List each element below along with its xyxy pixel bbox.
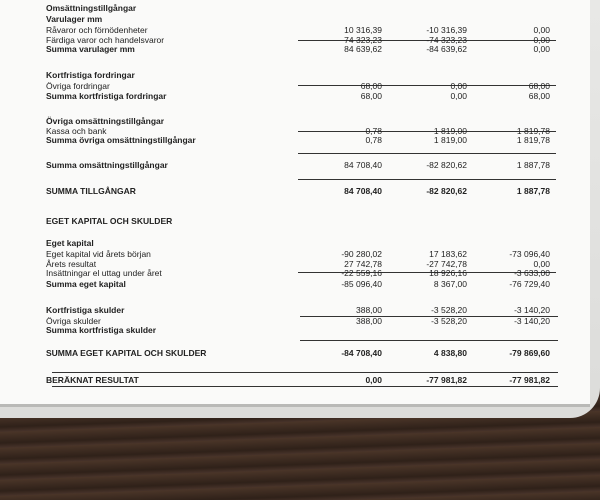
row-value-col1: 0,00 (365, 375, 382, 385)
row-label: Eget kapital vid årets början (46, 249, 151, 259)
row-value-col1: -90 280,02 (341, 249, 382, 259)
row-value-col2: -77 981,82 (426, 375, 467, 385)
row-value-col3: 68,00 (528, 81, 550, 91)
row-value-col1: 68,00 (360, 81, 382, 91)
row-value-col1: 27 742,78 (344, 259, 382, 269)
row-value-col3: -77 981,82 (509, 375, 550, 385)
row-label: Omsättningstillgångar (46, 3, 137, 13)
row-value-col3: 68,00 (528, 91, 550, 101)
row-label: Summa varulager mm (46, 44, 135, 54)
rule (52, 372, 558, 373)
row-value-col2: -74 323,23 (426, 35, 467, 45)
row-value-col2: -82 820,62 (426, 160, 467, 170)
row-label: Summa kortfristiga fordringar (46, 91, 167, 101)
row-value-col2: -82 820,62 (426, 186, 467, 196)
row-label: Övriga skulder (46, 316, 101, 326)
row-value-col3: 0,00 (533, 259, 550, 269)
row-value-col2: 0,00 (450, 81, 467, 91)
row-value-col3: -3 633,00 (514, 268, 550, 278)
row-value-col3: -3 140,20 (514, 316, 550, 326)
row-label: Summa övriga omsättningstillgångar (46, 135, 196, 145)
row-value-col2: -3 528,20 (431, 305, 467, 315)
row-label: Insättningar el uttag under året (46, 268, 162, 278)
row-value-col1: 388,00 (356, 316, 382, 326)
row-label: Kassa och bank (46, 126, 107, 136)
row-value-col3: 1 887,78 (516, 160, 550, 170)
row-value-col3: 1 819,78 (516, 126, 550, 136)
row-value-col3: 0,00 (533, 35, 550, 45)
row-value-col2: -84 639,62 (426, 44, 467, 54)
row-label: Eget kapital (46, 238, 94, 248)
row-value-col2: 18 926,16 (429, 268, 467, 278)
row-value-col3: -76 729,40 (509, 279, 550, 289)
row-label: SUMMA TILLGÅNGAR (46, 186, 136, 196)
row-value-col2: 1 819,00 (433, 126, 467, 136)
row-label: Summa kortfristiga skulder (46, 325, 157, 335)
row-label: Övriga omsättningstillgångar (46, 116, 165, 126)
rule (300, 340, 558, 341)
row-label: Summa eget kapital (46, 279, 126, 289)
row-label: Kortfristiga skulder (46, 305, 125, 315)
row-value-col2: 0,00 (450, 91, 467, 101)
rule (298, 179, 556, 180)
row-value-col3: 1 819,78 (516, 135, 550, 145)
row-value-col1: 84 708,40 (344, 160, 382, 170)
row-value-col3: -3 140,20 (514, 305, 550, 315)
rule (298, 153, 556, 154)
row-label: EGET KAPITAL OCH SKULDER (46, 216, 173, 226)
row-value-col1: 74 323,23 (344, 35, 382, 45)
rule (52, 386, 558, 387)
row-value-col3: -73 096,40 (509, 249, 550, 259)
row-label: Summa omsättningstillgångar (46, 160, 168, 170)
row-value-col1: 0,78 (365, 126, 382, 136)
row-value-col1: -22 559,16 (341, 268, 382, 278)
row-value-col1: 84 708,40 (344, 186, 382, 196)
row-value-col3: -79 869,60 (509, 348, 550, 358)
row-value-col1: 68,00 (360, 91, 382, 101)
row-value-col2: 4 838,80 (433, 348, 467, 358)
row-value-col1: -84 708,40 (341, 348, 382, 358)
row-value-col2: 8 367,00 (433, 279, 467, 289)
row-value-col1: 0,78 (365, 135, 382, 145)
row-value-col1: 10 316,39 (344, 25, 382, 35)
row-label: Övriga fordringar (46, 81, 110, 91)
row-value-col2: 17 183,62 (429, 249, 467, 259)
row-label: Kortfristiga fordringar (46, 70, 135, 80)
row-label: BERÄKNAT RESULTAT (46, 375, 139, 385)
row-value-col3: 0,00 (533, 44, 550, 54)
row-label: Råvaror och förnödenheter (46, 25, 148, 35)
row-value-col2: 1 819,00 (433, 135, 467, 145)
row-label: SUMMA EGET KAPITAL OCH SKULDER (46, 348, 207, 358)
row-value-col2: -10 316,39 (426, 25, 467, 35)
row-value-col2: -27 742,78 (426, 259, 467, 269)
row-value-col2: -3 528,20 (431, 316, 467, 326)
row-label: Varulager mm (46, 14, 103, 24)
row-label: Årets resultat (46, 259, 97, 269)
row-value-col3: 1 887,78 (516, 186, 550, 196)
row-value-col1: 84 639,62 (344, 44, 382, 54)
row-label: Färdiga varor och handelsvaror (46, 35, 165, 45)
row-value-col1: -85 096,40 (341, 279, 382, 289)
row-value-col1: 388,00 (356, 305, 382, 315)
row-value-col3: 0,00 (533, 25, 550, 35)
